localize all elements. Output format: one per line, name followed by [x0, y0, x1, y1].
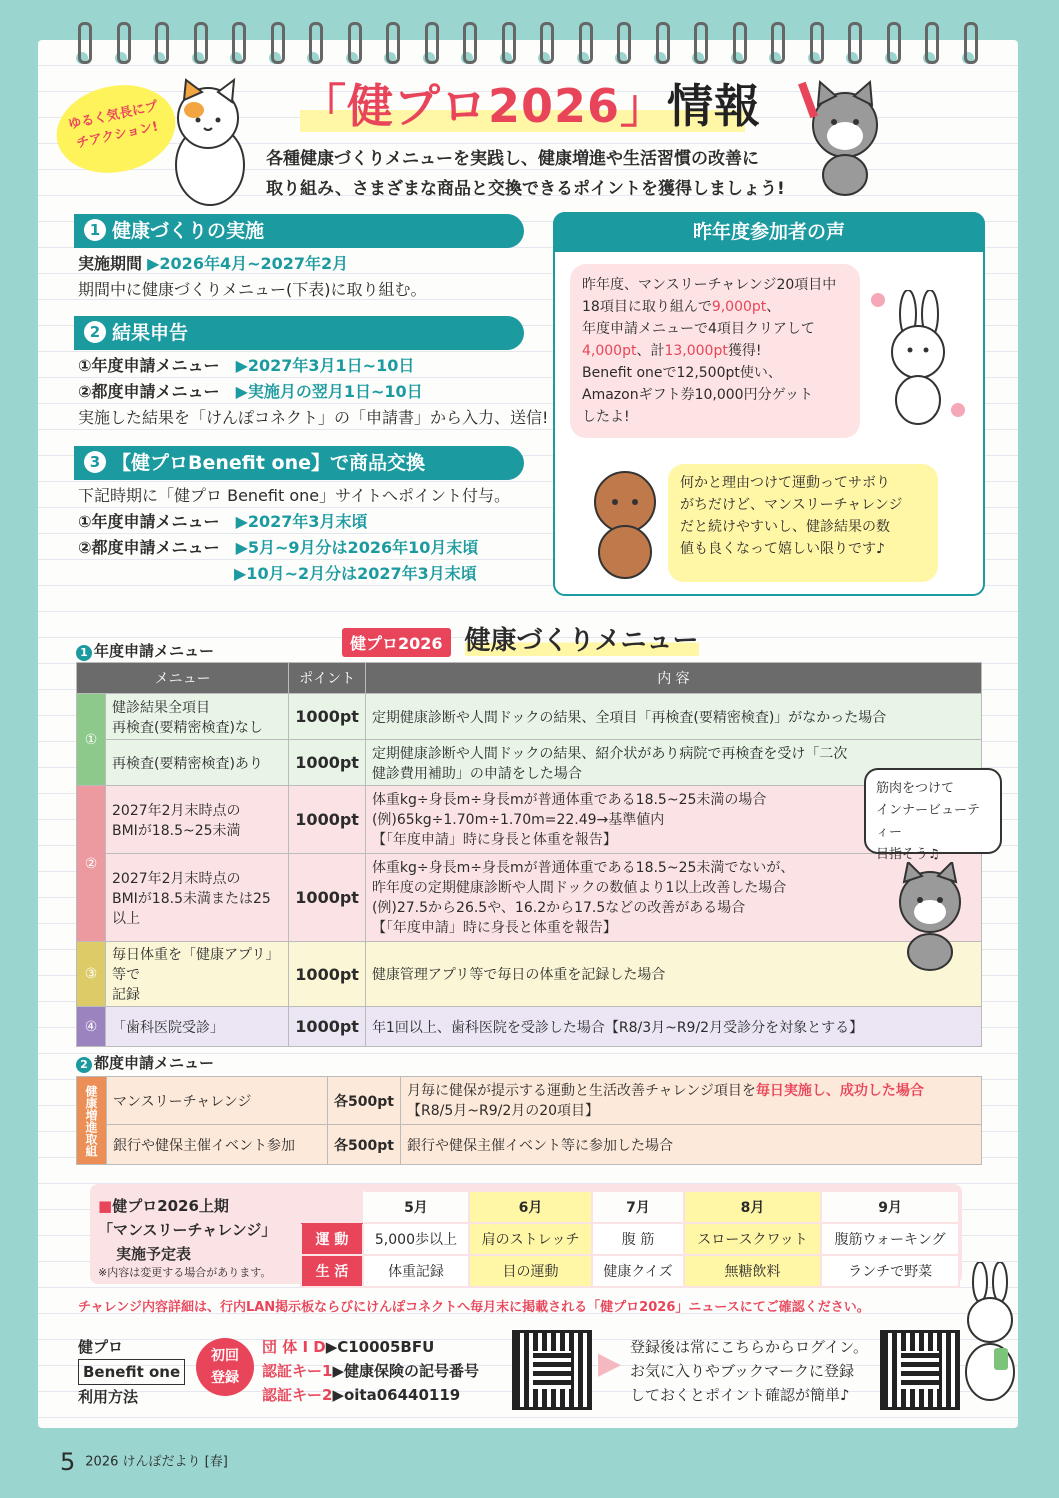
menu-name: 毎日体重を「健康アプリ」等で 記録 [106, 942, 289, 1007]
menu-point: 1000pt [289, 694, 366, 740]
menu-name: 銀行や健保主催イベント参加 [107, 1125, 328, 1165]
group-cell: ④ [77, 1007, 106, 1047]
voice-text: 、 [766, 299, 781, 315]
section-title: 健康づくりの実施 [112, 220, 265, 242]
desc-text: 【R8/5月~R9/2月の20項目】 [407, 1102, 600, 1119]
section-number: 1 [84, 219, 106, 241]
rabbit-phone-illustration [960, 1262, 1020, 1402]
voice-text: 18項目に取り組んで [582, 299, 712, 315]
header-menu: メニュー [77, 663, 289, 694]
label: ①年度申請メニュー [78, 356, 220, 375]
binding-ring [925, 22, 939, 64]
voice-line [582, 340, 848, 362]
section-title: 結果申告 [112, 322, 189, 344]
menu-name: 健診結果全項目 再検査(要精密検査)なし [106, 694, 289, 740]
voice-points: 13,000pt [664, 343, 728, 359]
implementation-period [78, 251, 348, 277]
menu-name: 2027年2月末時点の BMIが18.5~25未満 [106, 786, 289, 854]
number: 2 [76, 1057, 92, 1073]
life-row [301, 1255, 959, 1287]
voice-line: 年度申請メニューで4項目クリアして [582, 321, 815, 337]
group-cell: ③ [77, 942, 106, 1007]
label: ②都度申請メニュー [78, 538, 220, 557]
menu-desc: 定期健康診断や人間ドックの結果、紹介状があり病院で再検査を受け「二次健診費用補助」の申請をした場合 [365, 740, 981, 786]
key2-label: 認証キー2 [262, 1386, 333, 1404]
schedule-title-2: 「マンスリーチャレンジ」 [98, 1221, 277, 1239]
binding-ring [964, 22, 978, 64]
month: 5月 [363, 1191, 469, 1223]
footer [60, 1448, 228, 1476]
voice-line: したよ! [582, 409, 630, 425]
voice-line: Amazonギフト券10,000円分ゲット [582, 387, 814, 403]
header-point: ポイント [289, 663, 366, 694]
voice-line: がちだけど、マンスリーチャレンジ [680, 497, 903, 513]
menu-point: 1000pt [289, 786, 366, 854]
period-value: ▶2026年4月~2027年2月 [147, 254, 349, 273]
binding-ring [810, 22, 824, 64]
menu-point: 1000pt [289, 942, 366, 1007]
exercise-row [301, 1223, 959, 1255]
cell: 目の運動 [469, 1255, 592, 1287]
each-report-period [78, 379, 423, 405]
cell: ランチで野菜 [821, 1255, 959, 1287]
login-line: しておくとポイント確認が簡単♪ [630, 1386, 850, 1404]
calico-cat-illustration [150, 70, 270, 210]
table-header [77, 663, 982, 694]
binding-ring [309, 22, 323, 64]
group-cell: ① [77, 694, 106, 786]
cell: 腹 筋 [592, 1223, 684, 1255]
table-row [77, 942, 982, 1007]
menu-name: 「歯科医院受診」 [106, 1007, 289, 1047]
grey-cat-cheering-illustration [790, 70, 900, 200]
login-line: 登録後は常にこちらからログイン。 [630, 1338, 869, 1356]
cell: 肩のストレッチ [469, 1223, 592, 1255]
value: ▶実施月の翌月1日~10日 [235, 382, 423, 401]
month: 6月 [469, 1191, 592, 1223]
group-cell: ② [77, 786, 106, 942]
rabbit-illustration [868, 290, 968, 430]
each-point-timing [78, 535, 478, 561]
menu-desc: 定期健康診断や人間ドックの結果、全項目「再検査(要精密検査)」がなかった場合 [365, 694, 981, 740]
menu-desc: 銀行や健保主催イベント等に参加した場合 [401, 1125, 982, 1165]
row-label: 運 動 [301, 1223, 363, 1255]
cell: 腹筋ウォーキング [821, 1223, 959, 1255]
table-row [77, 786, 982, 854]
menu-name: 2027年2月末時点の BMIが18.5未満または25以上 [106, 854, 289, 942]
id-label: 団 体 I D [262, 1338, 326, 1356]
month: 8月 [684, 1191, 821, 1223]
menu-desc: 健康管理アプリ等で毎日の体重を記録した場合 [365, 942, 981, 1007]
intro-text [266, 144, 785, 204]
menu-point: 1000pt [289, 740, 366, 786]
registration-ids [262, 1335, 479, 1407]
benefit-label-3: 利用方法 [78, 1388, 139, 1406]
schedule-title: ■健プロ2026上期 「マンスリーチャレンジ」 実施予定表 [98, 1194, 276, 1266]
registration-qr-code[interactable] [512, 1330, 592, 1410]
menu-name: マンスリーチャレンジ [107, 1077, 328, 1125]
schedule-title-3: 実施予定表 [116, 1245, 192, 1263]
section-2-desc: 実施した結果を「けんぽコネクト」の「申請書」から入力、送信! [78, 408, 549, 427]
value: ▶2027年3月末頃 [235, 512, 368, 531]
cell: スロースクワット [684, 1223, 821, 1255]
menu-name: 再検査(要精密検査)あり [106, 740, 289, 786]
row-label: 生 活 [301, 1255, 363, 1287]
section-3-header [74, 446, 524, 480]
menu-point: 1000pt [289, 1007, 366, 1047]
binding-ring [425, 22, 439, 64]
number: 1 [76, 645, 92, 661]
voice-text: 獲得! [727, 343, 762, 359]
login-instructions [630, 1335, 868, 1407]
section-1-header [74, 214, 524, 248]
binding-ring [848, 22, 862, 64]
binding-ring [78, 22, 92, 64]
annual-report-period [78, 353, 414, 379]
voice-bubble-2 [668, 464, 938, 582]
binding-ring [887, 22, 901, 64]
desc-text: 月毎に健保が提示する運動と生活改善チャレンジ項目を [407, 1082, 756, 1099]
benefit-label-2: Benefit one [78, 1359, 185, 1385]
key1-label: 認証キー1 [262, 1362, 333, 1380]
cell: 5,000歩以上 [363, 1223, 469, 1255]
id-value: ▶C10005BFU [325, 1338, 435, 1356]
menu-point: 各500pt [328, 1125, 401, 1165]
arrow-icon: ▶ [598, 1346, 622, 1381]
table-row [77, 740, 982, 786]
month: 7月 [592, 1191, 684, 1223]
title-main: 「健プロ2026」 [300, 79, 668, 133]
schedule-note: ※内容は変更する場合があります。 [98, 1266, 272, 1279]
table-row [77, 854, 982, 942]
first-registration-badge: 初回 登録 [196, 1338, 254, 1396]
page-title [300, 70, 761, 136]
section-number: 2 [84, 321, 106, 343]
blank-cell [301, 1191, 363, 1223]
section-title: 【健プロBenefit one】で商品交換 [112, 452, 426, 474]
table-row [77, 1077, 982, 1125]
value: ▶10月~2月分は2027年3月末頃 [234, 564, 477, 583]
login-line: お気に入りやブックマークに登録 [630, 1362, 854, 1380]
value: ▶5月~9月分は2026年10月末頃 [235, 538, 479, 557]
voices-title: 昨年度参加者の声 [553, 212, 985, 252]
desc-highlight: 毎日実施し、成功した場合 [755, 1082, 924, 1099]
schedule-title-1: 健プロ2026上期 [112, 1197, 229, 1215]
binding-ring [194, 22, 208, 64]
voice-bubble-1 [570, 264, 860, 438]
section-2-header [74, 316, 524, 350]
label: 都度申請メニュー [94, 1054, 215, 1072]
binding-ring [502, 22, 516, 64]
group-cell: 健康増進取組 [77, 1077, 107, 1165]
section-3-desc: 下記時期に「健プロ Benefit one」サイトへポイント付与。 [78, 486, 510, 505]
binding-ring [771, 22, 785, 64]
annual-menu-table [76, 662, 982, 1047]
page-number: 5 [60, 1448, 76, 1476]
menu-tag: 健プロ2026 [342, 628, 451, 657]
footer-text: 2026 けんぽだより [春] [85, 1454, 228, 1470]
binding-ring [733, 22, 747, 64]
month: 9月 [821, 1191, 959, 1223]
each-point-timing-2 [234, 561, 477, 587]
value: ▶2027年3月1日~10日 [235, 356, 415, 375]
binding-ring [694, 22, 708, 64]
binding-ring [656, 22, 670, 64]
table-row [77, 1007, 982, 1047]
voice-line: 値も良くなって嬉しい限りです♪ [680, 541, 885, 557]
section-number: 3 [84, 451, 106, 473]
voice-line: 何かと理由つけて運動ってサボり [680, 475, 890, 491]
menu-desc: 年1回以上、歯科医院を受診した場合【R8/3月~R9/2月受診分を対象とする】 [365, 1007, 981, 1047]
voice-points: 9,000pt [711, 299, 767, 315]
binding-ring [271, 22, 285, 64]
schedule-table [300, 1190, 960, 1288]
voice-line: だと続けやすいし、健診結果の数 [680, 519, 890, 535]
label: 年度申請メニュー [94, 642, 215, 660]
cat-speech-bubble: 筋肉をつけて インナービューティー 目指そう♫ [864, 768, 1002, 854]
binding-ring [348, 22, 362, 64]
menu-desc [401, 1077, 982, 1125]
binding-ring [117, 22, 131, 64]
voice-line: Benefit oneで12,500pt使い、 [582, 365, 782, 381]
grey-cat-flexing-illustration [880, 862, 980, 972]
binding-ring [386, 22, 400, 64]
cell: 体重記録 [363, 1255, 469, 1287]
voice-line: 昨年度、マンスリーチャレンジ20項目中 [582, 277, 837, 293]
binding-ring [579, 22, 593, 64]
month-row [301, 1191, 959, 1223]
binding-ring [463, 22, 477, 64]
poodle-illustration [580, 462, 670, 582]
menu-point: 各500pt [328, 1077, 401, 1125]
menu-desc: 体重kg÷身長m÷身長mが普通体重である18.5~25未満でないが、 昨年度の定期健康診断や人間ドックの数値より1以上改善した場合 (例)27.5から26.5や、16.2から17.5などの改善がある場合 【「年度申請」時に身長と体重を報告】 [365, 854, 981, 942]
section-1-desc: 期間中に健康づくりメニュー(下表)に取り組む。 [78, 280, 427, 299]
voice-line [582, 296, 848, 318]
label: ①年度申請メニュー [78, 512, 220, 531]
annual-point-timing [78, 509, 368, 535]
each-menu-table [76, 1076, 982, 1165]
key2-value: ▶oita06440119 [332, 1386, 461, 1404]
binding-ring [617, 22, 631, 64]
menu-desc: 体重kg÷身長m÷身長mが普通体重である18.5~25未満の場合 (例)65kg÷1.70m÷1.70m=22.49→基準値内 【「年度申請」時に身長と体重を報告】 [365, 786, 981, 854]
tagline-text: ゆるく気長にプチアクション! [67, 98, 160, 152]
login-qr-code[interactable] [880, 1330, 960, 1410]
table-row [77, 694, 982, 740]
key1-value: ▶健康保険の記号番号 [332, 1362, 479, 1380]
period-label: 実施期間 [78, 254, 143, 273]
label: ②都度申請メニュー [78, 382, 220, 401]
menu-heading: 健康づくりメニュー [464, 626, 699, 656]
challenge-notice: チャレンジ内容詳細は、行内LAN掲示板ならびにけんぽコネクトへ毎月末に掲載される「健プロ2026」ニュースにてご確認ください。 [78, 1300, 870, 1315]
menu-title [342, 620, 699, 657]
cell: 無糖飲料 [684, 1255, 821, 1287]
table-row [77, 1125, 982, 1165]
intro-line-1: 各種健康づくりメニューを実践し、健康増進や生活習慣の改善に [266, 149, 759, 169]
menu-point: 1000pt [289, 854, 366, 942]
cell: 健康クイズ [592, 1255, 684, 1287]
binding-ring [540, 22, 554, 64]
header-content: 内 容 [365, 663, 981, 694]
benefit-label-1: 健プロ [78, 1338, 124, 1356]
binding-ring [155, 22, 169, 64]
title-suffix: 情報 [667, 79, 762, 133]
benefit-label [78, 1335, 185, 1409]
each-menu-label [76, 1052, 214, 1073]
binding-ring [232, 22, 246, 64]
intro-line-2: 取り組み、さまざまな商品と交換できるポイントを獲得しましょう! [266, 179, 785, 199]
voice-points: 4,000pt [582, 343, 637, 359]
voice-text: 、計 [636, 343, 665, 359]
annual-menu-label [76, 640, 214, 661]
